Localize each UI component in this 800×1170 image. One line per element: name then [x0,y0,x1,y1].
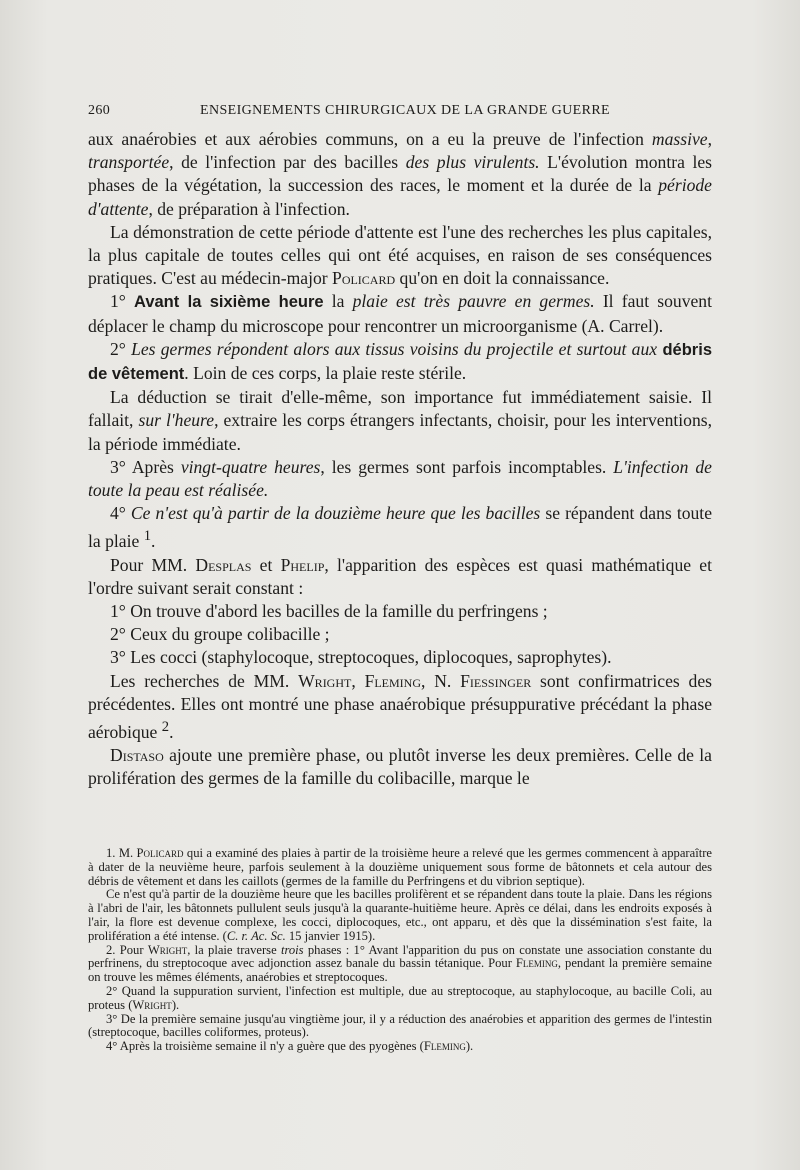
text-run: , les germes sont parfois incomptables. [320,456,614,477]
italic-run: plaie est très pauvre en germes. [352,291,595,312]
text-run: , pendant la première semaine on trouve les mêmes éléments, anaérobies et streptocoques. [88,956,712,985]
text-run: . Loin de ces corps, la plaie reste stérile. [184,363,467,384]
italic-run: L'infection de toute la peau est réalisée. [88,456,712,501]
italic-run: massive [651,129,708,149]
text-run: ). [465,1039,474,1054]
paragraph-13 [88,744,712,790]
italic-run: sur l'heure [138,410,215,431]
author-name: Wright [132,997,172,1012]
text-run: et [251,554,281,575]
text-run: , [351,670,365,691]
text-run: ajoute une première phase, ou plutôt inverse les deux premières. Celle de la prolifération des germes de la famille du colibacille, marque le [88,745,712,789]
list-item-3: 3° Les cocci (staphylocoque, streptocoques, diplocoques, saprophytes). [110,647,612,668]
text-run: La déduction se tirait d'elle-même, son importance fut immédiatement saisie. Il fallait, [88,387,712,431]
text-run: , [707,129,712,149]
text-run: , l'apparition des espèces est quasi mathématique et l'ordre suivant serait constant : [88,554,712,598]
item-number: 1° [110,291,135,312]
text-run: 4° Après la troisième semaine il n'y a guère que des pyogènes ( [106,1039,424,1054]
text-run: . [169,721,174,742]
footnote-ref: 1 [143,528,152,545]
text-run: Ce n'est qu'à partir de la douzième heure que les bacilles prolifèrent et se répandent dans toute la plaie. Dans les régions à l'abri de l'air, les bâtonnets pullulent seuls jusqu'à la quarante-huitième heure. Après ce délai, dans les endroits exposés à l'air, la flore est devenue complexe, les cocci, diplocoques, etc., ont apparu, et dès que la dissémination s'est faite, la prolifération a été intense. ( [88,887,712,943]
bold-run: Avant la sixième heure [134,293,324,312]
footnotes [88,847,712,1054]
text-run: , N. [421,670,461,691]
text-run: , la plaie traverse [187,942,281,957]
text-run: 2. Pour [106,942,148,957]
author-name: Desplas [195,554,252,575]
text-run: , de préparation à l'infection. [148,198,350,219]
footnote-2-item-3: 3° De la première semaine jusqu'au vingtième jour, il y a réduction des anaérobies et apparition des germes de l'intestin (streptocoque, bacilles coliformes, proteus). [88,1011,712,1040]
paragraph-2 [88,221,712,291]
text-run: Pour MM. [110,554,196,575]
italic-run: période d'attente [88,175,712,219]
paragraph-4 [88,338,712,386]
paragraph-7 [88,502,712,553]
footnote-2 [88,944,712,985]
text-run: sont confirmatrices des précédentes. Elles ont montré une phase anaérobique présuppurative précédant la phase aérobique [88,670,712,742]
paragraph-3 [88,290,712,337]
item-number: 2° [110,338,132,359]
item-number: 4° [110,503,131,524]
paragraph-6 [88,456,712,502]
author-name: Fleming [364,670,422,691]
italic-run: vingt-quatre heures [180,456,321,477]
list-item-1: 1° On trouve d'abord les bacilles de la famille du perfringens ; [110,600,548,621]
text-run: 15 janvier 1915). [285,928,376,943]
text-run: aux anaérobies et aux aérobies communs, on a eu la preuve de l'infection [88,129,652,149]
text-run: qui a examiné des plaies à partir de la troisième heure a relevé que les germes commencent à apparaître à dater de la neuvième heure, parfois seulement à la douzième uniquement sous forme de bâtonnets et cela autour des débris de vêtement et dans les caillots (germes de la famille du Perfringens et du vibrion septique). [88,846,712,888]
text-run: Il faut souvent déplacer le champ du microscope pour rencontrer un microorganisme (A. Carrel). [88,291,712,336]
author-name: Fleming [423,1039,466,1054]
text-run: ). [171,997,180,1012]
text-run: se répandent dans toute la plaie [88,503,712,552]
author-name: Fleming [515,956,558,971]
italic-run: transportée [88,152,170,173]
paragraph-5 [88,386,712,456]
italic-run: Les germes répondent alors aux tissus voisins du projectile et surtout aux [131,338,658,359]
text-run: la [323,291,353,312]
paragraph-1 [88,128,712,221]
text-run: La démonstration de cette période d'attente est l'une des recherches les plus capitales, la plus capitale de toutes celles qui ont été acquises, en raison de ses conséquences pratiques. C'est au médecin-major [88,221,712,289]
author-name: Phelip [280,554,325,575]
text-run: , de l'infection par des bacilles [169,152,406,173]
text-run: qu'on en doit la connaissance. [395,268,610,289]
text-run: . [151,531,156,552]
italic-run: Ce n'est qu'à partir de la douzième heure que les bacilles [130,503,541,524]
footnote-ref: 2 [161,718,170,735]
running-title: ENSEIGNEMENTS CHIRURGICAUX DE LA GRANDE GUERRE [200,103,611,118]
author-name: Wright [147,942,188,957]
paragraph-8 [88,554,712,600]
footnote-2-item-4 [88,1040,712,1054]
italic-run: trois [280,942,304,957]
text-run: 2° Quand la suppuration survient, l'infection est multiple, due au streptocoque, au staphylocoque, au bacille Coli, au proteus ( [88,983,712,1012]
author-name: Distaso [110,745,164,765]
text-run: , extraire les corps étrangers infectants, choisir, pour les interventions, la période immédiate. [88,410,713,454]
italic-run: C. r. Ac. Sc. [226,928,286,943]
italic-run: des plus virulents. [405,152,540,173]
text-run: L'évolution montra les phases de la végétation, la succession des races, le moment et la durée de la [88,152,713,196]
text-run: 3° Après [110,456,181,477]
text-run: phases : 1° Avant l'apparition du pus on constate une association constante du perfrinens, du streptocoque avec adjonction assez banale du bassin tétanique. Pour [88,942,712,971]
author-name: Policard [332,268,396,289]
footnote-1-cont [88,888,712,943]
author-name: Wright [298,670,352,691]
footnote-1 [88,847,712,888]
list-item-2: 2° Ceux du groupe colibacille ; [110,624,330,645]
paragraph-12 [88,670,712,744]
text-run: Les recherches de MM. [110,670,299,691]
text-run: 1. M. [106,846,137,860]
page-number: 260 [88,103,111,118]
main-text [88,128,712,790]
author-name: Fiessinger [460,670,532,691]
footnote-2-item-2 [88,985,712,1013]
bold-run: débris de vêtement [88,340,712,384]
author-name: Policard [136,846,184,860]
